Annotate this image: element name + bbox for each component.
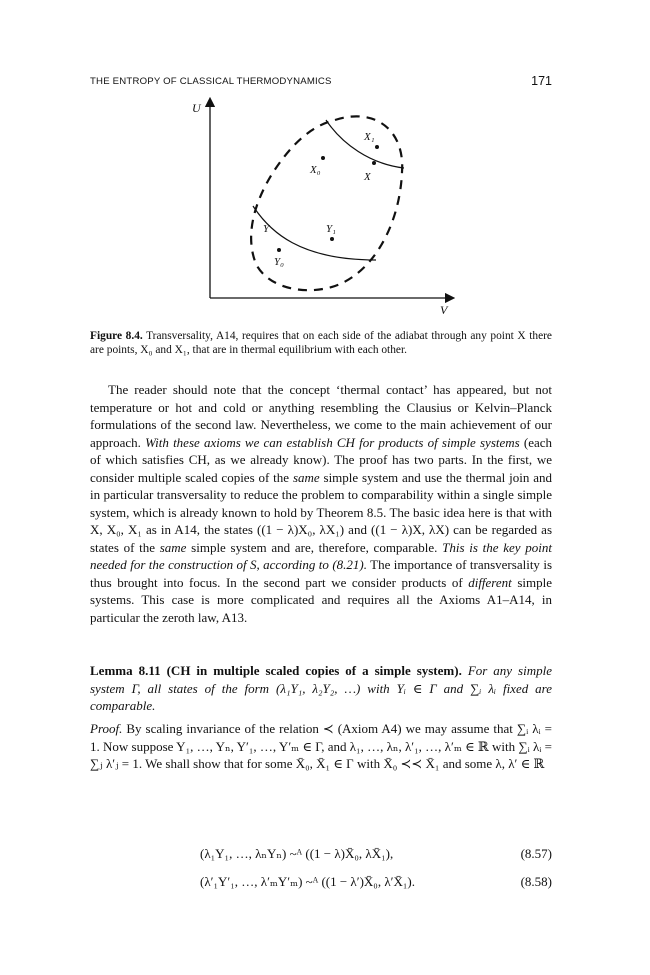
para-text: simple system and are, therefore, comparable. — [186, 539, 443, 555]
caption-label: Figure 8.4. — [90, 330, 143, 342]
figure-caption — [90, 329, 552, 357]
running-header — [90, 76, 560, 92]
adiabat-diagram — [150, 92, 490, 324]
u-axis-label: U — [192, 101, 201, 115]
lemma-heading: Lemma 8.11 (CH in multiple scaled copies of a simple system). — [90, 663, 462, 678]
label-x1: X₁ — [364, 131, 375, 143]
para-emphasis: different — [468, 574, 512, 590]
para-text: (each of which satisfies CH, as we already know). The proof has two parts. In the first, we consider multiple scaled copies of the — [90, 434, 553, 485]
label-y0: Y₀ — [274, 256, 284, 268]
page-number: 171 — [531, 74, 552, 88]
point-y1 — [330, 237, 334, 241]
figure-8-4 — [150, 92, 490, 324]
label-y: Y — [263, 223, 270, 235]
equation-expression: (λ₁Y₁, …, λₙYₙ) ~ᴬ ((1 − λ)X̄₀, λX̄₁), — [200, 846, 394, 861]
label-x0: X₀ — [310, 164, 321, 176]
para-emphasis: This is the key point needed for the construction of S, according to (8.21). — [90, 539, 552, 572]
proof-label: Proof. — [90, 721, 123, 736]
para-text: simple systems. This case is more complicated and requires all the Axioms A1–A14, in particular the zeroth law, A13. — [90, 574, 552, 625]
running-title: THE ENTROPY OF CLASSICAL THERMODYNAMICS — [90, 76, 332, 87]
proof-text: By scaling invariance of the relation ≺ (Axiom A4) we may assume that ∑ᵢ λᵢ = 1. Now suppose Y₁, …, Yₙ, Y′₁, …, Y′ₘ ∈ Γ, and λ₁, …, λₙ, λ′₁, …, λ′ₘ ∈ ℝ with ∑ᵢ λᵢ = ∑ⱼ λ′ⱼ = 1. We shall show that for some X̄₀, X̄₁ ∈ Γ with X̄₀ ≺≺ X̄₁ and some λ, λ′ ∈ ℝ — [90, 721, 552, 771]
caption-text: Transversality, A14, requires that on each side of the adiabat through any point X there are points, X₀ and X₁, that are in thermal equilibrium with each other. — [90, 330, 552, 356]
v-axis-label: V — [440, 303, 448, 317]
lemma-8-11 — [90, 662, 552, 715]
para-text: The importance of transversality is thus brought into focus. In the second part we consider products of — [90, 557, 553, 590]
para-text: simple system and use the thermal join and in particular transversality to reduce the problem to comparability within a single simple system, which is already known to hold by Theorem 8.5. The basic idea here is that with X, X₀, X₁ as in A14, the states ((1 − λ)X₀, λX₁) and ((1 − λ)X, λX) can be regarded as states of the — [90, 469, 552, 555]
para-emphasis: same — [159, 539, 187, 555]
equation-expression: (λ′₁Y′₁, …, λ′ₘY′ₘ) ~ᴬ ((1 − λ′)X̄₀, λ′X̄₁). — [200, 874, 415, 889]
label-y1: Y₁ — [326, 223, 336, 235]
lemma-statement: For any simple system Γ, all states of the form (λ₁Y₁, λ₂Y₂, …) with Yᵢ ∈ Γ and ∑ᵢ λᵢ fixed are comparable. — [90, 663, 552, 713]
equation-8-57 — [90, 846, 552, 866]
lower-adiabat — [253, 206, 376, 260]
body-paragraph — [90, 381, 552, 626]
equation-number: (8.57) — [520, 846, 552, 861]
point-x1 — [375, 145, 379, 149]
point-x0 — [321, 156, 325, 160]
proof-paragraph — [90, 720, 552, 773]
equation-number: (8.58) — [520, 874, 552, 889]
upper-adiabat — [326, 120, 404, 168]
label-x: X — [364, 171, 371, 183]
point-y0 — [277, 248, 281, 252]
para-emphasis: same — [292, 469, 320, 485]
equation-8-58 — [90, 874, 552, 894]
para-text: The reader should note that the concept ‘thermal contact’ has appeared, but not temperature or hot and cold or anything resembling the Clausius or Kelvin–Planck formulations of the second law. Nevertheless, we come to the main achievement of our approach. — [90, 382, 552, 450]
point-x — [372, 161, 376, 165]
para-emphasis: With these axioms we can establish CH for products of simple systems — [145, 434, 520, 450]
